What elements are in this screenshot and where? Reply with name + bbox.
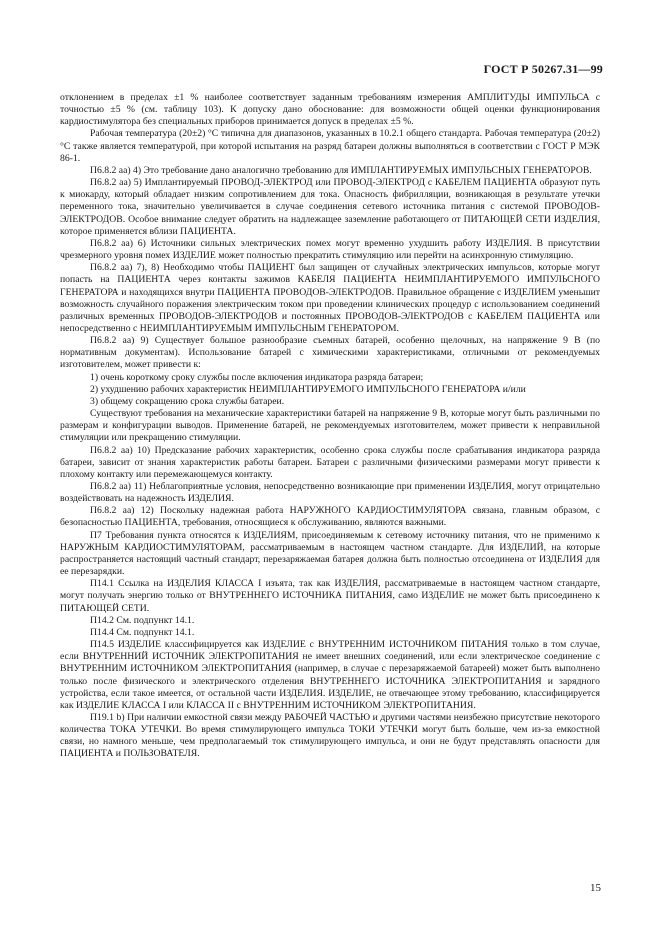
paragraph: П6.8.2 аа) 12) Поскольку надежная работа НАРУЖНОГО КАРДИОСТИМУЛЯТОРА связана, главным образом, с безопасностью ПАЦИЕНТА, требования, относящиеся к обслуживанию, являются важными. (60, 505, 600, 529)
list-item: 2) ухудшению рабочих характеристик НЕИМПЛАНТИРУЕМОГО ИМПУЛЬСНОГО ГЕНЕРАТОРА и/или (90, 383, 526, 395)
paragraph: П6.8.2 аа) 9) Существует большое разнообразие съемных батарей, особенно щелочных, на напряжение 9 В (по нормативным документам). Использование батарей с химическими характеристиками, отличными от рекомендуемых изготовителем, может привести к: (60, 335, 600, 371)
paragraph: Существуют требования на механические характеристики батарей на напряжение 9 В, которые могут быть различными по размерам и конфигурации выводов. Применение батарей, не рекомендуемых изготовителем, может привести к неправильной стимуляции или прекращению стимуляции. (60, 408, 600, 444)
paragraph: П6.8.2 аа) 7), 8) Необходимо чтобы ПАЦИЕНТ был защищен от случайных электрических импульсов, которые могут попасть на ПАЦИЕНТА через контакты зажимов КАБЕЛЯ ПАЦИЕНТА НЕИМПЛАНТИРУЕМОГО ИМПУЛЬСНОГО ГЕНЕРАТОРА и находящихся внутри ПАЦИЕНТА ПРОВОДОВ-ЭЛЕКТРОДОВ. Правильное обращение с ИЗДЕЛИЕМ уменьшит возможность случайного поражения электрическим током при проведении клинических процедур с использованием соединений различных временных ПРОВОДОВ-ЭЛЕКТРОДОВ и постоянных ПРОВОДОВ-ЭЛЕКТРОДОВ с КАБЕЛЕМ ПАЦИЕНТА или непосредственно с НЕИМПЛАНТИРУЕМЫМ ИМПУЛЬСНЫМ ГЕНЕРАТОРОМ. (60, 262, 600, 334)
paragraph: Рабочая температура (20±2) °С типична для диапазонов, указанных в 10.2.1 общего стандарта. Рабочая температура (20±2) °С также является температурой, при которой испытания на разряд батареи должны выполняться в соответствии с ГОСТ Р МЭК 86-1. (60, 128, 600, 164)
paragraph: П6.8.2 аа) 11) Неблагоприятные условия, непосредственно возникающие при применении ИЗДЕЛИЯ, могут отрицательно воздействовать на надежность ИЗДЕЛИЯ. (60, 481, 600, 505)
paragraph: П6.8.2 аа) 6) Источники сильных электрических помех могут временно ухудшить работу ИЗДЕЛИЯ. В присутствии чрезмерного уровня помех ИЗДЕЛИЕ может полностью прекратить стимуляцию или перейти на асинхронную стимуляцию. (60, 237, 600, 262)
paragraph: отклонением в пределах ±1 % наиболее соответствует заданным требованиям измерения АМПЛИТУДЫ ИМПУЛЬСА с точностью ±5 % (см. таблицу 103). К допуску дано обоснование: для возможности общей оценки функционирования кардиостимулятора без специальных приборов принимается допуск в пределах ±5 %. (60, 92, 600, 128)
page-number: 15 (590, 882, 601, 894)
paragraph: П6.8.2 аа) 10) Предсказание рабочих характеристик, особенно срока службы после срабатывания индикатора разряда батареи, зависит от знания характеристик работы батареи. Батареи с различными физическими размерами могут привести к плохому контакту или перемежающемуся контакту. (60, 444, 600, 480)
standard-header: ГОСТ Р 50267.31—99 (483, 62, 603, 76)
paragraph: П19.1 b) При наличии емкостной связи между РАБОЧЕЙ ЧАСТЬЮ и другими частями неизбежно присутствие некоторого количества ТОКА УТЕЧКИ. Во время стимулирующего импульса ТОКИ УТЕЧКИ могут быть больше, чем из-за емкостной связи, но намного меньше, чем предполагаемый ток стимулирующего импульса, и они не будут представлять опасности для ПАЦИЕНТА и ПОЛЬЗОВАТЕЛЯ. (60, 711, 600, 760)
paragraph: П14.1 Ссылка на ИЗДЕЛИЯ КЛАССА I изъята, так как ИЗДЕЛИЯ, рассматриваемые в настоящем частном стандарте, могут получать энергию только от ВНУТРЕННЕГО ИСТОЧНИКА ПИТАНИЯ, само ИЗДЕЛИЕ не может быть присоединено к ПИТАЮЩЕЙ СЕТИ. (60, 578, 600, 614)
paragraph: П7 Требования пункта относятся к ИЗДЕЛИЯМ, присоединяемым к сетевому источнику питания, что не применимо к НАРУЖНЫМ КАРДИОСТИМУЛЯТОРАМ, рассматриваемым в настоящем частном стандарте. Для ИЗДЕЛИЙ, на которые распространяется настоящий частный стандарт, перезаряжаемая батарея должна быть полностью отсоединена от ИЗДЕЛИЯ для ее перезарядки. (60, 529, 600, 578)
list-item: 3) общему сокращению срока службы батареи. (90, 395, 285, 407)
paragraph: П6.8.2 аа) 4) Это требование дано аналогично требованию для ИМПЛАНТИРУЕМЫХ ИМПУЛЬСНЫХ ГЕНЕРАТОРОВ. (90, 164, 592, 176)
paragraph: П6.8.2 аа) 5) Имплантируемый ПРОВОД-ЭЛЕКТРОД или ПРОВОД-ЭЛЕКТРОД с КАБЕЛЕМ ПАЦИЕНТА образуют путь к миокарду, который обладает низким сопротивлением для тока. Опасность фибрилляции, возникающая в результате утечки переменного тока, значительно увеличивается в случае соединения сетевого источника питания с системой ПРОВОДОВ-ЭЛЕКТРОДОВ. Особое внимание следует обратить на надлежащее заземление работающего от ПИТАЮЩЕЙ СЕТИ ИЗДЕЛИЯ, которое применяется вблизи ПАЦИЕНТА. (60, 177, 600, 237)
paragraph: П14.2 См. подпункт 14.1. (90, 614, 195, 626)
list-item: 1) очень короткому сроку службы после включения индикатора разряда батареи; (90, 371, 424, 383)
paragraph: П14.4 См. подпункт 14.1. (90, 626, 195, 638)
document-body (60, 92, 600, 761)
paragraph: П14.5 ИЗДЕЛИЕ классифицируется как ИЗДЕЛИЕ с ВНУТРЕННИМ ИСТОЧНИКОМ ПИТАНИЯ только в том случае, если ВНУТРЕННИЙ ИСТОЧНИК ЭЛЕКТРОПИТАНИЯ не имеет внешних соединений, или если электрическое соединение с ВНУТРЕННИМ ИСТОЧНИКОМ ЭЛЕКТРОПИТАНИЯ (например, в случае с перезаряжаемой батареей) может быть выполнено только после физического и электрического отделения ВНУТРЕННЕГО ИСТОЧНИКА ЭЛЕКТРОПИТАНИЯ и зарядного устройства, если такое имеется, от остальной части ИЗДЕЛИЯ. ИЗДЕЛИЕ, не отвечающее этому требованию, классифицируется как ИЗДЕЛИЕ КЛАССА I или КЛАССА II с ВНУТРЕННИМ ИСТОЧНИКОМ ЭЛЕКТРОПИТАНИЯ. (60, 639, 600, 711)
